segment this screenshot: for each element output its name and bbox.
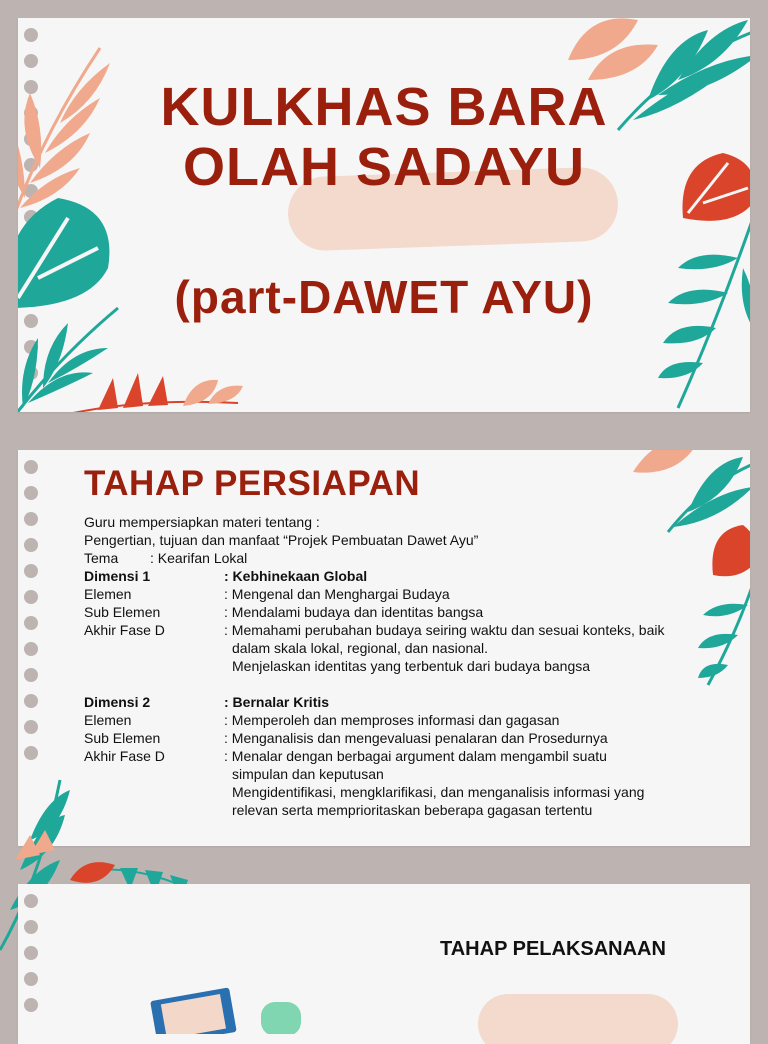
palm-leaf-icon <box>698 570 750 690</box>
section-title: TAHAP PELAKSANAAN <box>440 938 666 960</box>
implementation-slide <box>18 884 750 1044</box>
sub-elemen-label: Sub Elemen <box>84 604 161 620</box>
slide-subtitle: (part-DAWET AYU) <box>174 271 594 323</box>
intro-line: Guru mempersiapkan materi tentang : <box>84 514 320 530</box>
fase-label: Akhir Fase D <box>84 748 165 764</box>
title-slide <box>18 18 750 412</box>
fase-value: Mengidentifikasi, mengklarifikasi, dan menganalisis informasi yang <box>232 784 645 800</box>
fase-value: Menjelaskan identitas yang terbentuk dari budaya bangsa <box>232 658 591 674</box>
fase-label: Akhir Fase D <box>84 622 165 638</box>
dimensi2-label: Dimensi 2 <box>84 694 151 710</box>
fase-value: relevan serta memprioritaskan beberapa gagasan tertentu <box>232 802 593 818</box>
binder-holes <box>24 884 42 1044</box>
tema-value: : Kearifan Lokal <box>150 550 248 566</box>
fase-value: : Memahami perubahan budaya seiring waktu dan sesuai konteks, baik <box>224 622 665 638</box>
fase-value: dalam skala lokal, regional, dan nasional. <box>232 640 489 656</box>
slide-title-line2: OLAH SADAYU <box>182 137 586 197</box>
brush-stroke <box>478 994 678 1044</box>
notebook-icon <box>148 984 238 1034</box>
elemen-value: : Mengenal dan Menghargai Budaya <box>224 586 450 602</box>
dimensi1-value: : Kebhinekaan Global <box>224 568 368 584</box>
fern-leaf-icon <box>68 368 248 412</box>
sub-elemen-label: Sub Elemen <box>84 730 161 746</box>
slide-title-line1: KULKHAS BARA <box>160 77 608 137</box>
section-title: TAHAP PERSIAPAN <box>84 464 421 503</box>
dimensi2-value: : Bernalar Kritis <box>224 694 330 710</box>
dimensi1-label: Dimensi 1 <box>84 568 151 584</box>
sub-elemen-value: : Mendalami budaya dan identitas bangsa <box>224 604 484 620</box>
eraser-icon <box>256 994 306 1034</box>
fase-value: : Menalar dengan berbagai argument dalam mengambil suatu <box>224 748 607 764</box>
tema-label: Tema <box>84 550 119 566</box>
fase-value: simpulan dan keputusan <box>232 766 384 782</box>
elemen-value: : Memperoleh dan memproses informasi dan gagasan <box>224 712 560 728</box>
intro-line: Pengertian, tujuan dan manfaat “Projek Pembuatan Dawet Ayu” <box>84 532 479 548</box>
sub-elemen-value: : Menganalisis dan mengevaluasi penalaran dan Prosedurnya <box>224 730 608 746</box>
elemen-label: Elemen <box>84 586 132 602</box>
elemen-label: Elemen <box>84 712 132 728</box>
